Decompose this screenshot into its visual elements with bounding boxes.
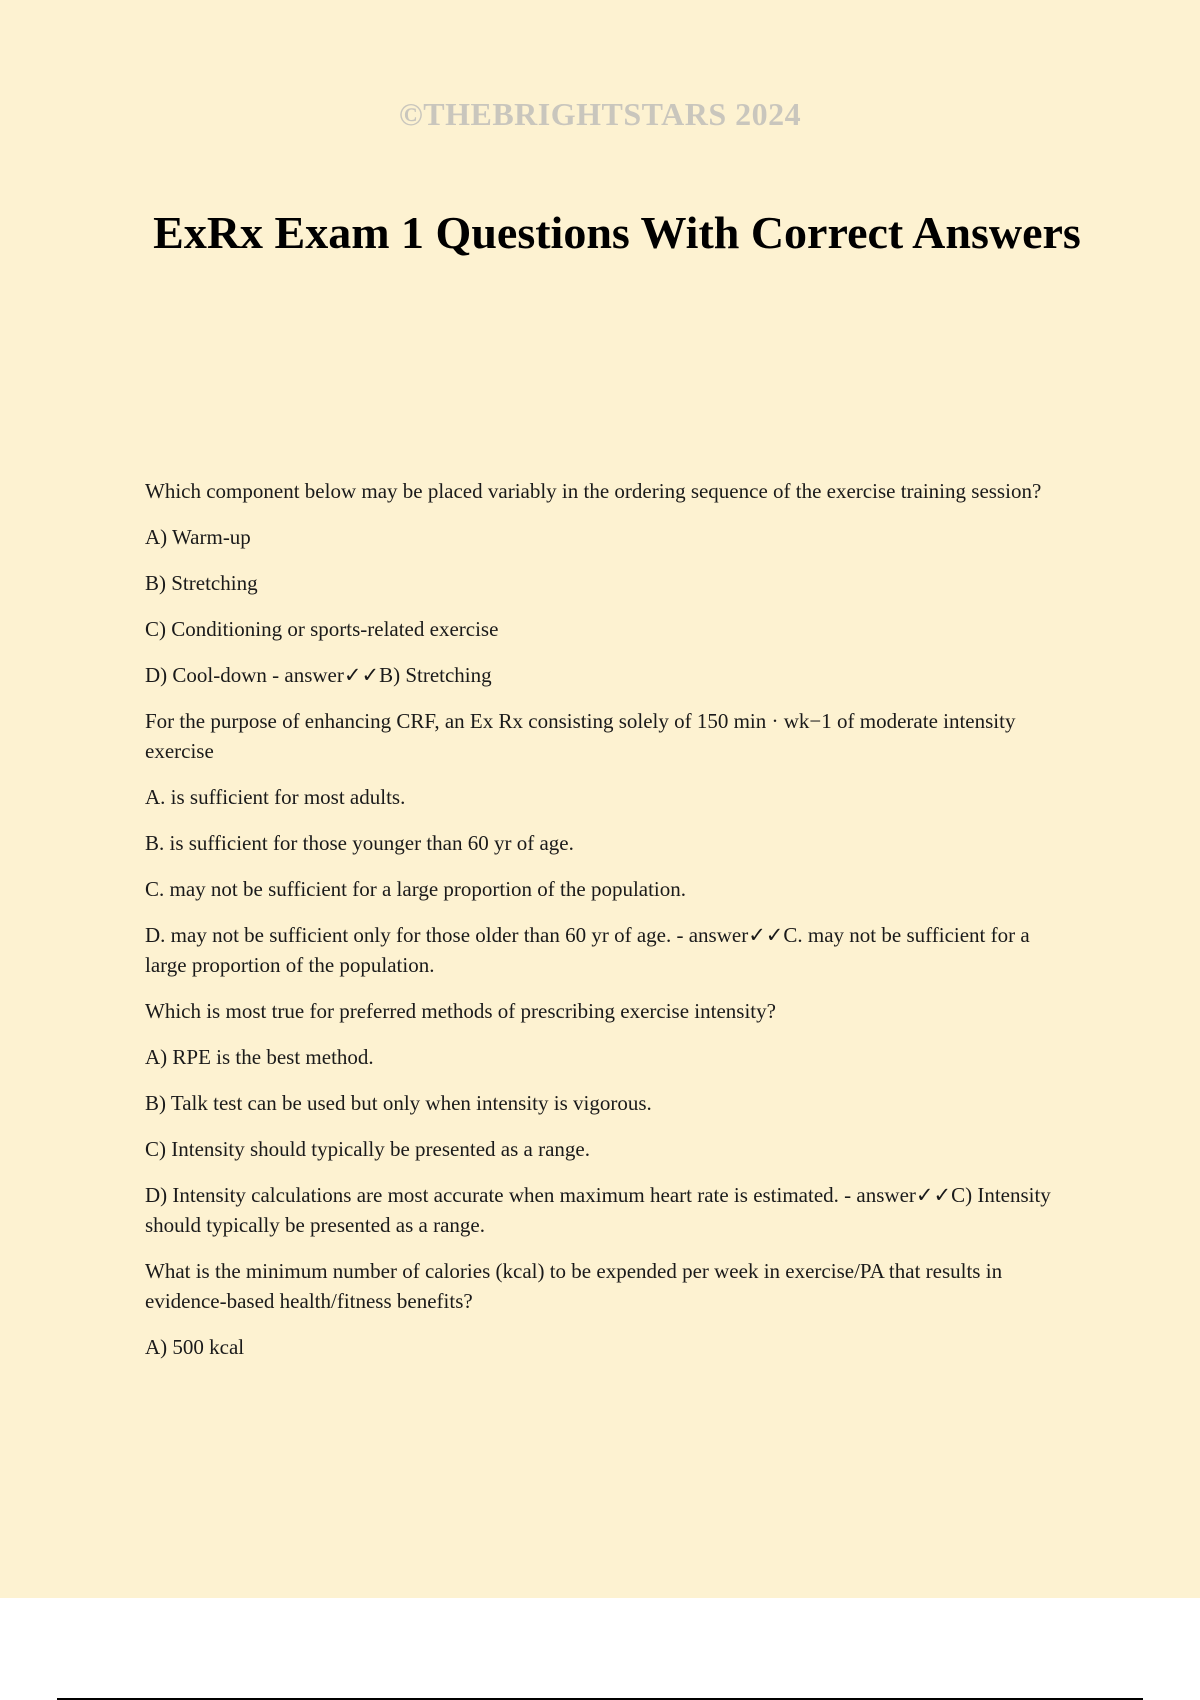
question-3-text: Which is most true for preferred methods of prescribing exercise intensity? [145,999,776,1023]
question-1-text: Which component below may be placed variably in the ordering sequence of the exercise training session? [145,479,1042,503]
question-3-option-c: C) Intensity should typically be presented as a range. [145,1137,590,1161]
document-body [145,476,1075,1378]
question-4-text: What is the minimum number of calories (kcal) to be expended per week in exercise/PA that results in evidence-based health/fitness benefits? [145,1259,1003,1313]
question-3-option-d-answer: D) Intensity calculations are most accurate when maximum heart rate is estimated. - answer✓✓C) Intensity should typically be presented as a range. [145,1183,1051,1237]
question-3-option-b: B) Talk test can be used but only when intensity is vigorous. [145,1091,652,1115]
question-2-option-c: C. may not be sufficient for a large proportion of the population. [145,877,687,901]
question-1-option-b: B) Stretching [145,571,258,595]
question-2-option-b: B. is sufficient for those younger than 60 yr of age. [145,831,574,855]
question-1-option-d-answer: D) Cool-down - answer✓✓B) Stretching [145,663,492,687]
copyright-watermark: ©THEBRIGHTSTARS 2024 [398,96,802,132]
document-title: ExRx Exam 1 Questions With Correct Answers [153,207,1081,258]
question-2-text: For the purpose of enhancing CRF, an Ex Rx consisting solely of 150 min · wk−1 of moderate intensity exercise [145,709,1016,763]
question-4-option-a: A) 500 kcal [145,1335,245,1359]
question-2-option-d-answer: D. may not be sufficient only for those older than 60 yr of age. - answer✓✓C. may not be sufficient for a large proportion of the population. [145,923,1030,977]
question-3-option-a: A) RPE is the best method. [145,1045,374,1069]
question-1-option-c: C) Conditioning or sports-related exercise [145,617,499,641]
question-2-option-a: A. is sufficient for most adults. [145,785,406,809]
question-1-option-a: A) Warm-up [145,525,251,549]
